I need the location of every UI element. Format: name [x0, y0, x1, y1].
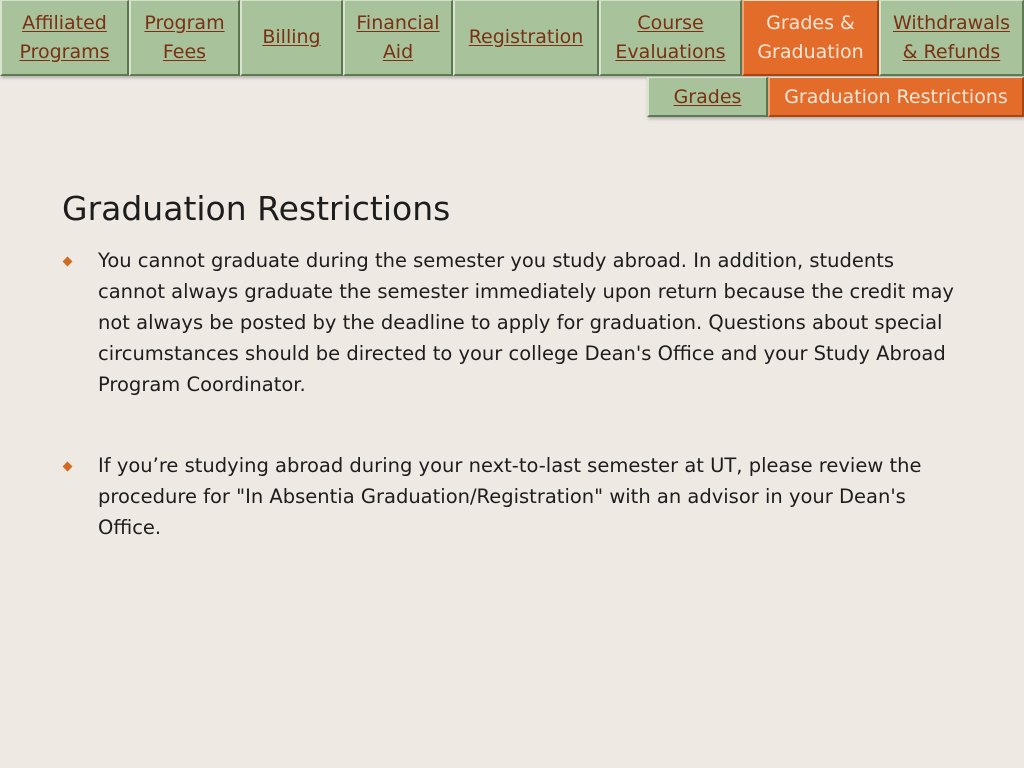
tab-financial-aid[interactable]	[343, 0, 453, 76]
diamond-bullet-icon	[63, 462, 73, 472]
tab-label: Grades & Graduation	[757, 11, 864, 63]
tab-grades-graduation[interactable]	[742, 0, 879, 76]
bullet-text: If you’re studying abroad during your next-to-last semester at UT, please review the procedure for "In Absentia Graduation/Registration" with an advisor in your Dean's Office.	[98, 454, 922, 539]
tab-label: Affiliated Programs	[19, 11, 110, 63]
tab-label: Billing	[262, 26, 321, 48]
tab-registration[interactable]	[453, 0, 599, 76]
tab-label: Withdrawals & Refunds	[892, 11, 1010, 63]
tab-label: Program Fees	[144, 11, 225, 63]
tab-withdrawals-refunds[interactable]	[879, 0, 1024, 76]
subtab-graduation-restrictions[interactable]	[768, 77, 1024, 117]
bullet-text: You cannot graduate during the semester you study abroad. In addition, students cannot always graduate the semester immediately upon return because the credit may not always be posted by the deadline to apply for graduation. Questions about special circumstances should be directed to your college Dean's Office and your Study Abroad Program Coordinator.	[98, 249, 954, 396]
main-nav	[0, 0, 1024, 78]
tab-label: Financial Aid	[356, 11, 440, 63]
subtab-label: Graduation Restrictions	[784, 85, 1008, 108]
tab-program-fees[interactable]	[129, 0, 240, 76]
tab-course-evaluations[interactable]	[599, 0, 742, 76]
diamond-bullet-icon	[63, 257, 73, 267]
list-item	[62, 245, 962, 400]
list-item	[62, 450, 962, 543]
tab-billing[interactable]	[240, 0, 343, 76]
subtab-grades[interactable]	[647, 77, 768, 117]
bullet-list	[62, 245, 962, 543]
page-title: Graduation Restrictions	[62, 189, 451, 228]
tab-affiliated-programs[interactable]	[0, 0, 129, 76]
tab-label: Course Evaluations	[615, 11, 726, 63]
tab-label: Registration	[468, 26, 584, 48]
subtab-label: Grades	[673, 85, 742, 108]
